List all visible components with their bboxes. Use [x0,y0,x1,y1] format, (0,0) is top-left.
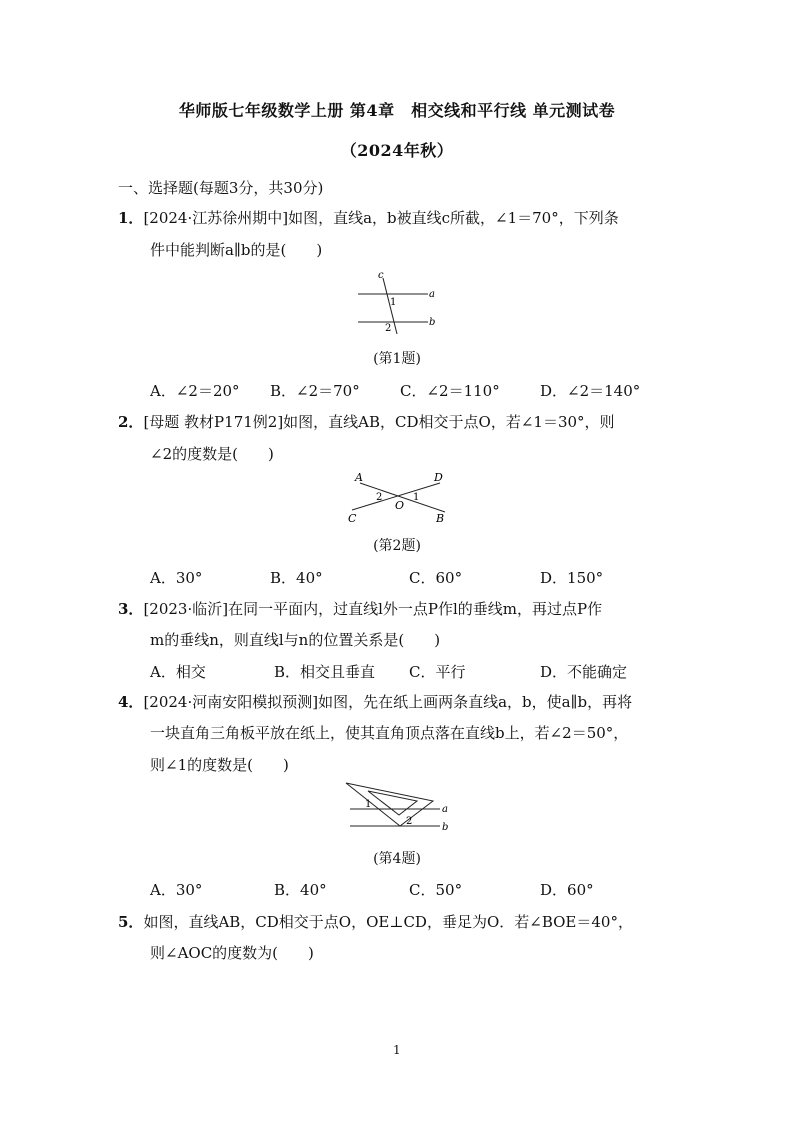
q4-caption: (第4题) [373,851,421,867]
q2-label-A: A [355,471,363,484]
q2-text-line1 [118,411,615,432]
q3-line2: m的垂线n，则直线l与n的位置关系是( ) [150,631,441,649]
q2-option-a: A．30° [150,569,203,587]
q4-triangle-inner [368,791,417,815]
q2-option-d: D．150° [540,569,604,587]
q3-option-a: A．相交 [150,663,206,681]
q4-label-a: a [442,804,448,815]
q1-line2: 件中能判断a∥b的是( ) [150,241,323,259]
q1-figure [350,268,450,338]
q2-number: 2． [118,413,144,431]
q1-label-1: 1 [390,297,397,308]
page-subtitle: （2024年秋） [340,141,454,160]
q4-label-b: b [442,822,449,833]
q5-number: 5． [118,913,144,931]
q4-line3: 则∠1的度数是( ) [150,756,289,774]
q1-label-2: 2 [385,323,392,334]
section-heading: 一、选择题(每题3分，共30分) [118,179,324,197]
q4-triangle-outer [346,783,433,826]
q1-option-c: C．∠2＝110° [400,382,500,400]
q2-label-1: 1 [413,492,420,503]
q3-option-c: C．平行 [409,663,466,681]
q4-option-d: D．60° [540,881,594,899]
q2-option-b: B．40° [270,569,323,587]
q2-figure [340,468,460,528]
q2-label-2: 2 [376,492,383,503]
q4-text-line1 [118,691,632,712]
q4-line2: 一块直角三角板平放在纸上，使其直角顶点落在直线b上，若∠2＝50°， [150,724,629,742]
q4-label-1: 1 [365,799,372,810]
q1-label-c: c [378,270,384,281]
q4-line1: [2024·河南安阳模拟预测]如图，先在纸上画两条直线a，b，使a∥b，再将 [143,693,633,711]
q1-number: 1． [118,209,144,227]
q3-line1: [2023·临沂]在同一平面内，过直线l外一点P作l的垂线m，再过点P作 [143,600,603,618]
q1-caption: (第1题) [373,351,421,367]
page-number: 1 [393,1043,401,1057]
q5-text-line1 [118,911,633,932]
q1-line1: [2024·江苏徐州期中]如图，直线a，b被直线c所截，∠1＝70°，下列条 [143,209,619,227]
q3-option-b: B．相交且垂直 [274,663,376,681]
q4-figure [338,778,458,838]
q1-label-a: a [429,289,435,300]
q2-option-c: C．60° [409,569,463,587]
q4-option-c: C．50° [409,881,463,899]
q1-text-line1 [118,207,619,228]
q1-option-a: A．∠2＝20° [150,382,240,400]
q2-line2: ∠2的度数是( ) [150,445,274,463]
q1-option-d: D．∠2＝140° [540,382,641,400]
q3-number: 3． [118,600,144,618]
q2-label-D: D [434,471,443,484]
q2-label-B: B [436,512,445,525]
q2-line1: [母题 教材P171例2]如图，直线AB，CD相交于点O，若∠1＝30°，则 [143,413,615,431]
page-title: 华师版七年级数学上册 第4章 相交线和平行线 单元测试卷 [178,101,616,120]
q4-label-2: 2 [406,816,413,827]
q2-label-O: O [395,499,405,512]
q1-option-b: B．∠2＝70° [270,382,360,400]
q4-number: 4． [118,693,144,711]
q4-option-b: B．40° [274,881,327,899]
q2-label-C: C [348,512,357,525]
q2-caption: (第2题) [373,538,421,554]
q5-line2: 则∠AOC的度数为( ) [150,944,314,962]
q4-option-a: A．30° [150,881,203,899]
q3-option-d: D．不能确定 [540,663,628,681]
q1-label-b: b [429,317,436,328]
q3-text-line1 [118,598,602,619]
q5-line1: 如图，直线AB，CD相交于点O，OE⊥CD，垂足为O．若∠BOE＝40°， [143,913,633,931]
